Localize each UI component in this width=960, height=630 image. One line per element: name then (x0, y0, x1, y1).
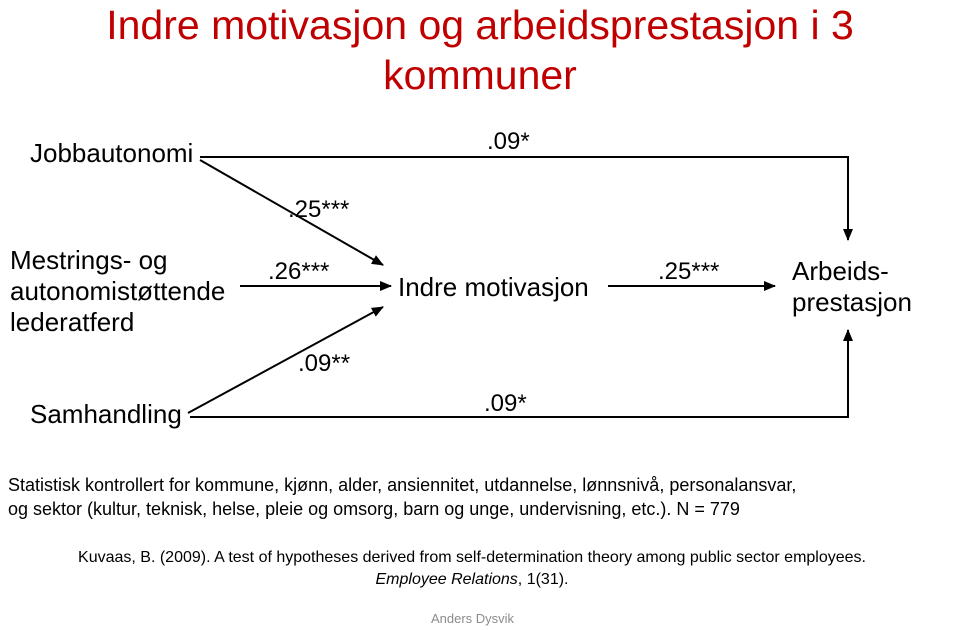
control-note-line2: og sektor (kultur, teknisk, helse, pleie og omsorg, barn og unge, undervisning, etc.). N = 779 (8, 499, 740, 519)
node-samhandling: Samhandling (30, 399, 182, 429)
coef-indre-arbeidsprestasjon: .25*** (658, 258, 720, 285)
node-mestring (10, 245, 225, 338)
reference-line1: Kuvaas, B. (2009). A test of hypotheses derived from self-determination theory among public sector employees. (78, 549, 866, 566)
node-mestring-line1: Mestrings- og (10, 245, 168, 275)
coef-mestring-indre: .26*** (268, 258, 330, 285)
node-arbeidsprestasjon-line1: Arbeids- (792, 256, 889, 286)
reference-citation (32, 547, 912, 591)
node-indre-motivasjon: Indre motivasjon (398, 272, 589, 302)
coef-samhandling-indre: .09** (298, 350, 351, 377)
control-note-line1: Statistisk kontrollert for kommune, kjønn, alder, ansiennitet, utdannelse, lønnsnivå, personalansvar, (8, 475, 797, 495)
node-mestring-line3: lederatferd (10, 307, 135, 337)
footer-author: Anders Dysvik (430, 611, 515, 626)
node-jobbautonomi: Jobbautonomi (30, 138, 194, 168)
slide-title-line2: kommuner (383, 52, 577, 98)
reference-line2 (32, 569, 912, 591)
coef-jobbautonomi-arbeidsprestasjon: .09* (487, 128, 530, 155)
reference-journal: Employee Relations (375, 571, 518, 588)
node-mestring-line2: autonomistøttende (10, 276, 226, 306)
coef-jobbautonomi-indre: .25*** (288, 196, 350, 223)
node-arbeidsprestasjon-line2: prestasjon (792, 287, 912, 317)
reference-volume: , 1(31). (517, 571, 569, 588)
coef-samhandling-arbeidsprestasjon: .09* (484, 390, 527, 417)
node-arbeidsprestasjon (792, 256, 912, 318)
control-note (8, 473, 796, 521)
slide-title-line1: Indre motivasjon og arbeidsprestasjon i 3 (106, 2, 854, 48)
